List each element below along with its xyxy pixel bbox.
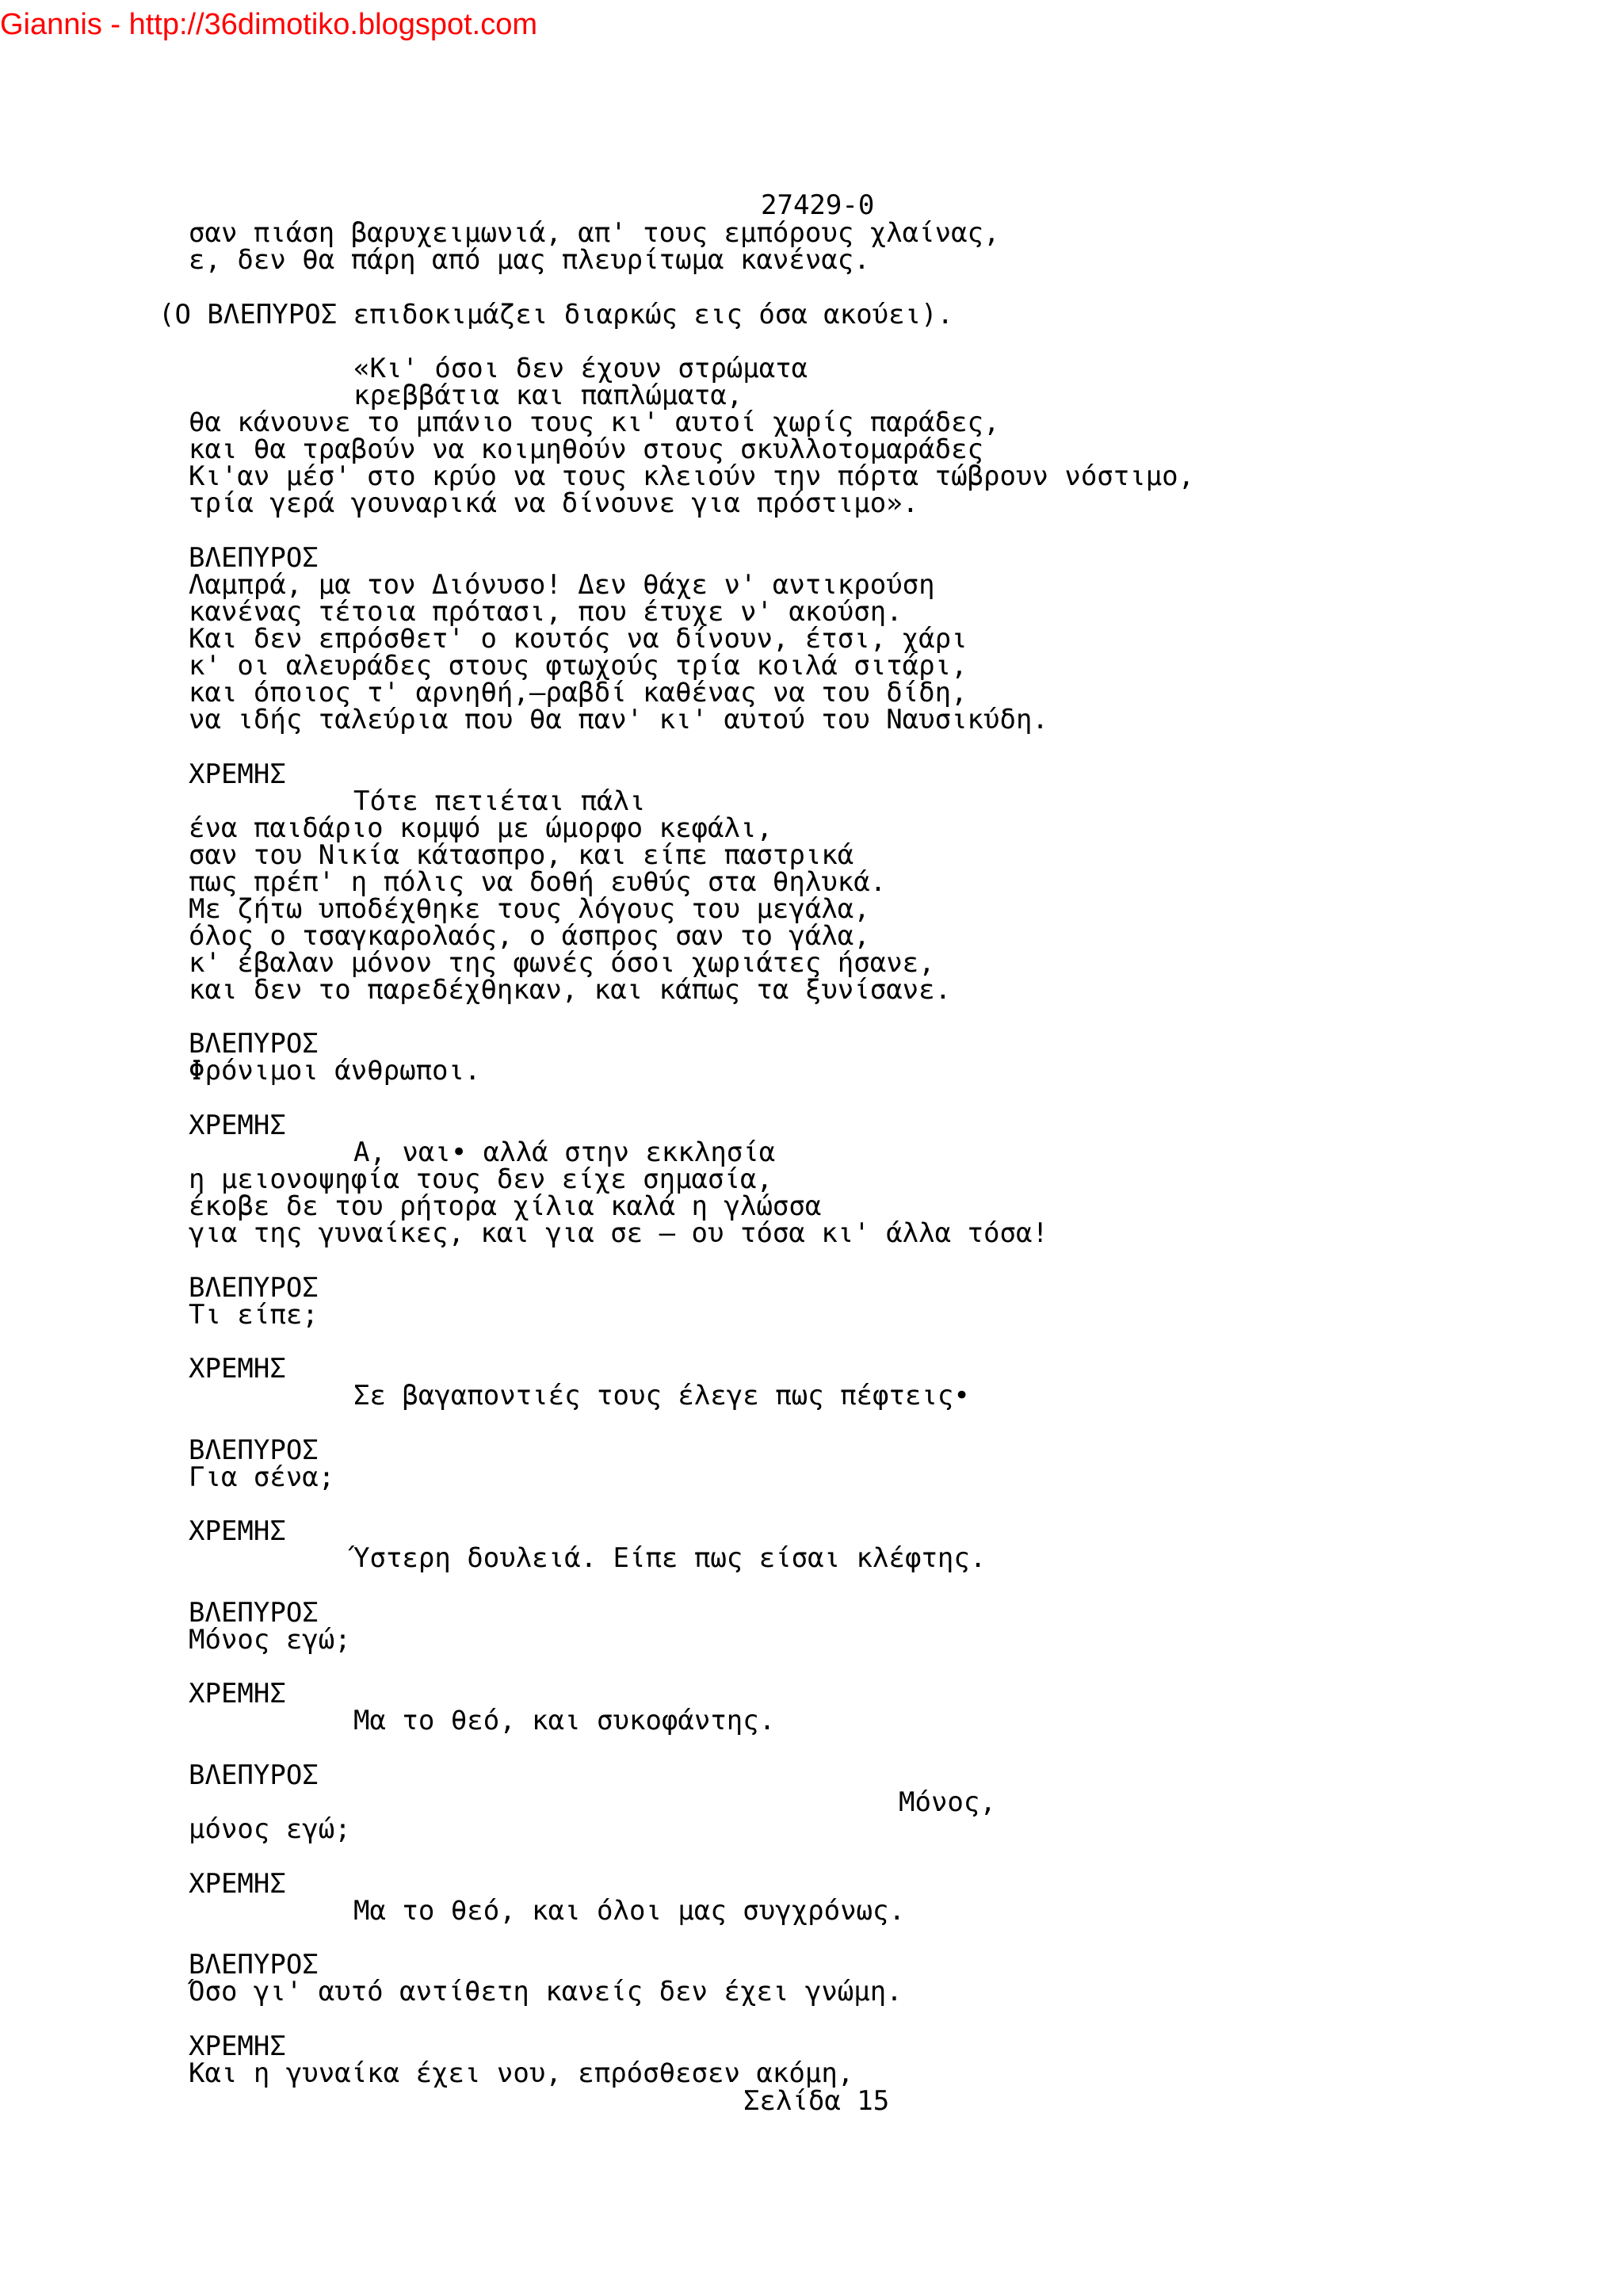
- speaker-name: ΒΛΕΠΥΡΟΣ: [189, 1949, 319, 1981]
- speaker-name: ΒΛΕΠΥΡΟΣ: [189, 1759, 319, 1791]
- text-line: για της γυναίκες, και για σε — ου τόσα κι' άλλα τόσα!: [189, 1217, 1048, 1249]
- text-line: τρία γερά γουναρικά να δίνουνε για πρόστιμο».: [189, 487, 919, 519]
- text-line: ε, δεν θα πάρη από μας πλευρίτωμα κανένας.: [189, 244, 870, 276]
- speaker-name: ΧΡΕΜΗΣ: [189, 2030, 286, 2062]
- speaker-name: ΒΛΕΠΥΡΟΣ: [189, 1028, 319, 1060]
- page-number: Σελίδα 15: [743, 2085, 890, 2117]
- text-line: και όποιος τ' αρνηθή,—ραβδί καθένας να του δίδη,: [189, 677, 968, 709]
- speaker-name: ΧΡΕΜΗΣ: [189, 758, 286, 790]
- text-line: να ιδής ταλεύρια που θα παν' κι' αυτού του Ναυσικύδη.: [189, 704, 1048, 735]
- header-link[interactable]: Giannis - http://36dimotiko.blogspot.com: [0, 8, 538, 41]
- text-line: Και η γυναίκα έχει νου, επρόσθεσεν ακόμη,: [189, 2057, 854, 2089]
- text-line: Τι είπε;: [189, 1299, 319, 1331]
- text-line: και δεν το παρεδέχθηκαν, και κάπως τα ξυνίσανε.: [189, 974, 952, 1006]
- text-line: πως πρέπ' η πόλις να δοθή ευθύς στα θηλυκά.: [189, 866, 887, 898]
- text-line: σαν του Νικία κάτασπρο, και είπε παστρικά: [189, 839, 854, 871]
- text-line: σαν πιάση βαρυχειμωνιά, απ' τους εμπόρους χλαίνας,: [189, 217, 1000, 249]
- text-line: Φρόνιμοι άνθρωποι.: [189, 1055, 481, 1087]
- text-line: Μόνος,: [899, 1786, 996, 1818]
- speaker-name: ΒΛΕΠΥΡΟΣ: [189, 1597, 319, 1629]
- text-line: Με ζήτω υποδέχθηκε τους λόγους του μεγάλα,: [189, 893, 870, 925]
- text-line: Μα το θεό, και όλοι μας συγχρόνως.: [353, 1895, 905, 1927]
- text-line: ένα παιδάριο κομψό με ώμορφο κεφάλι,: [189, 812, 773, 844]
- text-line: Κι'αν μέσ' στο κρύο να τους κλειούν την πόρτα τώβρουν νόστιμο,: [189, 460, 1195, 492]
- text-line: Όσο γι' αυτό αντίθετη κανείς δεν έχει γνώμη.: [189, 1976, 903, 2008]
- text-line: Μα το θεό, και συκοφάντης.: [353, 1705, 776, 1736]
- speaker-name: ΧΡΕΜΗΣ: [189, 1678, 286, 1710]
- text-line: Α, ναι• αλλά στην εκκλησία: [353, 1137, 776, 1168]
- text-line: κρεββάτια και παπλώματα,: [353, 380, 743, 411]
- text-line: μόνος εγώ;: [189, 1813, 351, 1845]
- text-line: Ύστερη δουλειά. Είπε πως είσαι κλέφτης.: [353, 1542, 987, 1574]
- text-line: «Κι' όσοι δεν έχουν στρώματα: [353, 353, 808, 384]
- text-line: Τότε πετιέται πάλι: [353, 785, 646, 817]
- speaker-name: ΧΡΕΜΗΣ: [189, 1110, 286, 1141]
- text-line: κ' έβαλαν μόνον της φωνές όσοι χωριάτες ήσανε,: [189, 947, 935, 979]
- speaker-name: ΒΛΕΠΥΡΟΣ: [189, 1435, 319, 1466]
- text-line: κ' οι αλευράδες στους φτωχούς τρία κοιλά σιτάρι,: [189, 650, 968, 682]
- text-line: κανένας τέτοια πρότασι, που έτυχε ν' ακούση.: [189, 596, 903, 628]
- text-line: έκοβε δε του ρήτορα χίλια καλά η γλώσσα: [189, 1190, 822, 1222]
- text-line: Μόνος εγώ;: [189, 1624, 351, 1656]
- speaker-name: ΒΛΕΠΥΡΟΣ: [189, 542, 319, 574]
- text-line: Λαμπρά, μα τον Διόνυσο! Δεν θάχε ν' αντικρούση: [189, 569, 935, 601]
- speaker-name: ΧΡΕΜΗΣ: [189, 1868, 286, 1900]
- speaker-name: ΧΡΕΜΗΣ: [189, 1515, 286, 1547]
- speaker-name: ΧΡΕΜΗΣ: [189, 1353, 286, 1385]
- page-code: 27429-0: [761, 189, 875, 221]
- text-line: Και δεν επρόσθετ' ο κουτός να δίνουν, έτσι, χάρι: [189, 623, 968, 655]
- text-line: Σε βαγαποντιές τους έλεγε πως πέφτεις•: [353, 1380, 970, 1412]
- text-line: η μειονοψηφία τους δεν είχε σημασία,: [189, 1163, 773, 1195]
- speaker-name: ΒΛΕΠΥΡΟΣ: [189, 1272, 319, 1304]
- text-line: και θα τραβούν να κοιμηθούν στους σκυλλοτομαράδες: [189, 434, 984, 465]
- text-line: θα κάνουνε το μπάνιο τους κι' αυτοί χωρίς παράδες,: [189, 407, 1000, 438]
- text-line: Για σένα;: [189, 1461, 335, 1493]
- text-line: όλος ο τσαγκαρολαός, ο άσπρος σαν το γάλα,: [189, 920, 870, 952]
- stage-direction: (Ο ΒΛΕΠΥΡΟΣ επιδοκιμάζει διαρκώς εις όσα ακούει).: [158, 299, 954, 330]
